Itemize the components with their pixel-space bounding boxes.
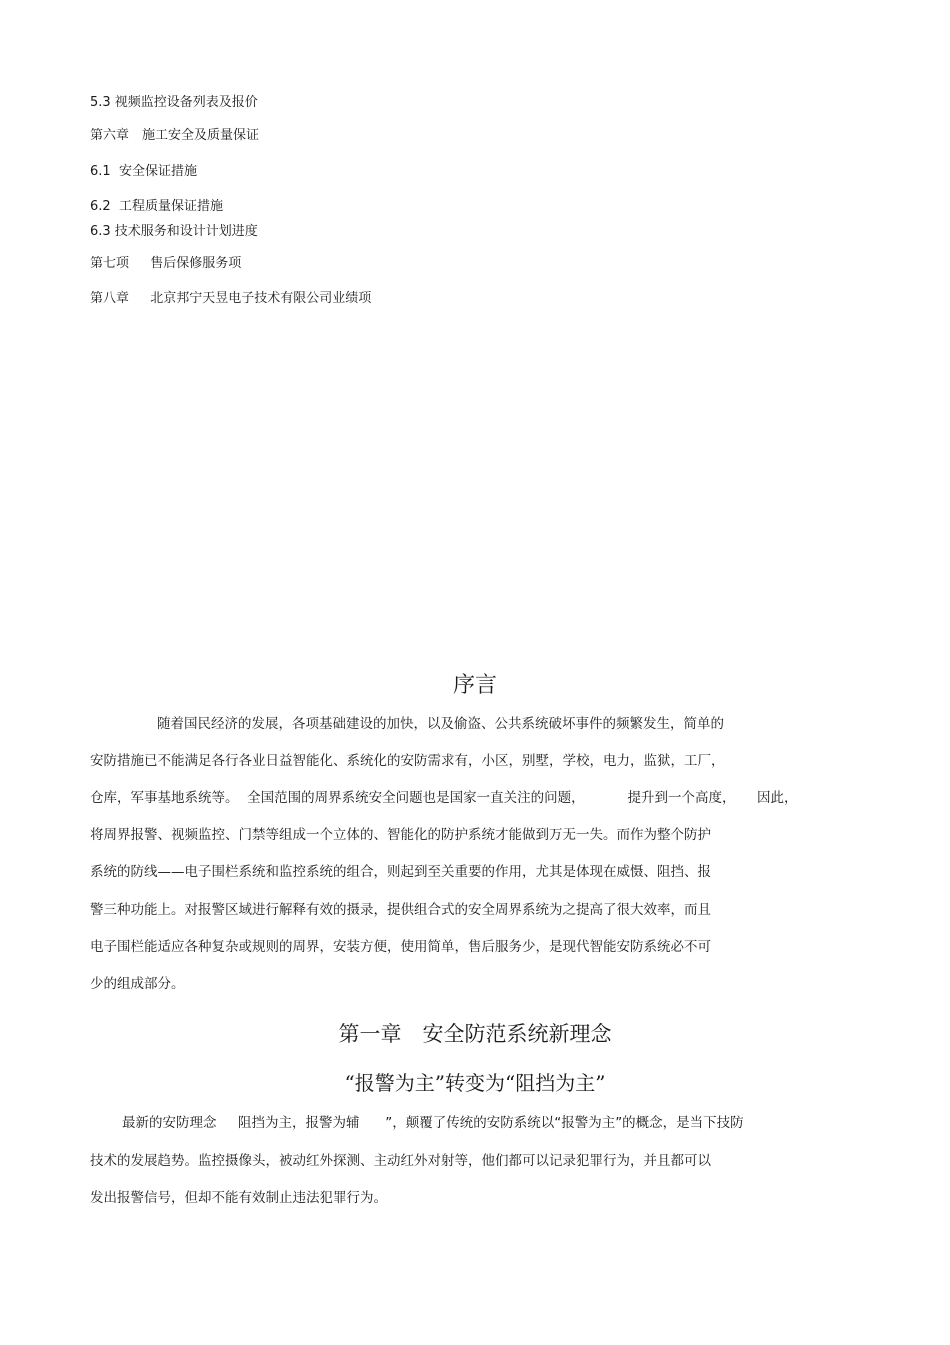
preface-title: 序言 (452, 673, 497, 698)
paragraph-line: 最新的安防理念 阻挡为主，报警为辅 ”，颠覆了传统的安防系统以“报警为主”的概念，是当下技防 (122, 1115, 744, 1131)
paragraph-line: 系统的防线——电子围栏系统和监控系统的组合，则起到至关重要的作用，尤其是体现在威慑、阻挡、报 (90, 864, 711, 880)
chapter-subtitle: “报警为主”转变为“阻挡为主” (344, 1071, 606, 1095)
paragraph-line: 技术的发展趋势。监控摄像头，被动红外探测、主动红外对射等，他们都可以记录犯罪行为，并且都可以 (90, 1153, 711, 1169)
toc-item: 5.3 视频监控设备列表及报价 (90, 95, 258, 110)
toc-item: 第六章 施工安全及质量保证 (90, 128, 260, 143)
toc-item: 第八章 北京邦宁天昱电子技术有限公司业绩项 (90, 291, 372, 306)
paragraph-line: 电子围栏能适应各种复杂或规则的周界，安装方便，使用简单，售后服务少，是现代智能安防系统必不可 (90, 939, 711, 955)
toc-item: 6.1 安全保证措施 (90, 164, 197, 179)
paragraph-line: 随着国民经济的发展，各项基础建设的加快，以及偷盗、公共系统破坏事件的频繁发生，简单的 (157, 716, 724, 732)
toc-item: 第七项 售后保修服务项 (90, 256, 242, 271)
paragraph-line: 安防措施已不能满足各行各业日益智能化、系统化的安防需求有，小区，别墅，学校，电力，监狱，工厂， (90, 753, 725, 769)
paragraph-line: 少的组成部分。 (90, 976, 185, 992)
paragraph-line: 仓库，军事基地系统等。 全国范围的周界系统安全问题也是国家一直关注的问题， 提升到一个高度， 因此， (90, 790, 798, 806)
paragraph-line: 将周界报警、视频监控、门禁等组成一个立体的、智能化的防护系统才能做到万无一失。而作为整个防护 (90, 827, 711, 843)
paragraph-line: 发出报警信号，但却不能有效制止违法犯罪行为。 (90, 1190, 387, 1206)
toc-item: 6.3 技术服务和设计计划进度 (90, 224, 258, 239)
toc-item: 6.2 工程质量保证措施 (90, 199, 223, 214)
paragraph-line: 警三种功能上。对报警区域进行解释有效的摄录，提供组合式的安全周界系统为之提高了很大效率，而且 (90, 902, 711, 918)
chapter-title: 第一章 安全防范系统新理念 (338, 1022, 612, 1046)
